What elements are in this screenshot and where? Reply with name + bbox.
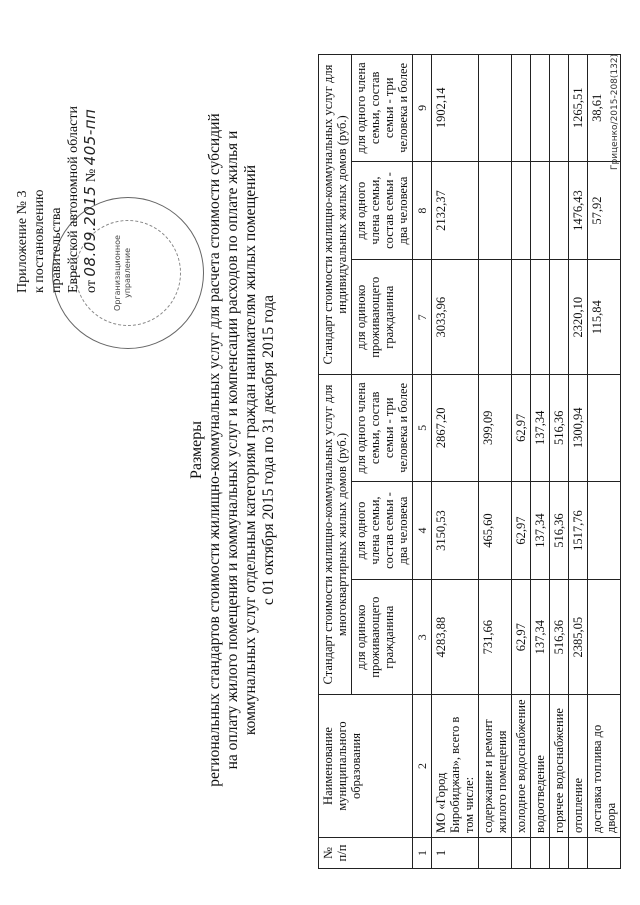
number-prefix: №	[84, 168, 99, 183]
table-row	[569, 55, 588, 869]
title-line-1: региональных стандартов стоимости жилищно-коммунальных услуг для расчета стоимости субсидий	[206, 113, 223, 787]
seal-text: Организационное управление	[113, 235, 132, 311]
footer-code: Гриценко/2015-208(132)	[610, 53, 620, 170]
row-value	[531, 260, 550, 375]
row-value: 516,36	[550, 481, 569, 580]
row-value	[479, 260, 512, 375]
appendix-number: Приложение № 3	[15, 190, 30, 293]
row-value	[550, 55, 569, 162]
row-value: 2320,10	[569, 260, 588, 375]
table-row	[512, 55, 531, 869]
row-value: 731,66	[479, 580, 512, 695]
table-header-row	[319, 55, 352, 869]
row-value: 465,60	[479, 481, 512, 580]
subheader-two: для одного члена семьи, состав семьи - два человека	[352, 481, 413, 580]
number-value: 405-пп	[81, 108, 99, 166]
row-value: 137,34	[531, 375, 550, 482]
row-value: 3033,96	[432, 260, 479, 375]
column-index: 8	[413, 161, 432, 260]
column-index: 7	[413, 260, 432, 375]
header-num: № п/п	[319, 838, 413, 869]
appendix-region: Еврейской автономной области	[66, 106, 81, 293]
row-name: отопление	[569, 695, 588, 838]
row-name: горячее водоснабжение	[550, 695, 569, 838]
table-row	[550, 55, 569, 869]
row-value	[588, 481, 621, 580]
row-name: МО «Город Биробиджан», всего в том числе:	[432, 695, 479, 838]
row-value: 38,61	[588, 55, 621, 162]
appendix-authority: правительства	[49, 207, 64, 293]
row-num	[531, 838, 550, 869]
row-name: доставка топлива до двора	[588, 695, 621, 838]
row-value: 2132,37	[432, 161, 479, 260]
row-value: 516,36	[550, 375, 569, 482]
row-value: 4283,88	[432, 580, 479, 695]
title-line-4: с 01 октября 2015 года по 31 декабря 2015 года	[260, 294, 277, 606]
row-value	[531, 55, 550, 162]
row-value: 2867,20	[432, 375, 479, 482]
row-value: 3150,53	[432, 481, 479, 580]
column-index: 3	[413, 580, 432, 695]
row-name: холодное водоснабжение	[512, 695, 531, 838]
row-value	[550, 161, 569, 260]
row-value	[588, 580, 621, 695]
row-value: 137,34	[531, 580, 550, 695]
column-index: 1	[413, 838, 432, 869]
subheader-single: для одиноко проживающего гражданина	[352, 580, 413, 695]
date-value: 08.09.2015	[81, 185, 99, 277]
column-index: 9	[413, 55, 432, 162]
column-index: 2	[413, 695, 432, 838]
row-value	[479, 161, 512, 260]
subheader-three: для одного члена семьи, состав семьи - три человека и более	[352, 55, 413, 162]
row-num	[479, 838, 512, 869]
row-value: 399,09	[479, 375, 512, 482]
row-value	[588, 375, 621, 482]
row-name: водоотведение	[531, 695, 550, 838]
column-index-row	[413, 55, 432, 869]
row-value: 516,36	[550, 580, 569, 695]
row-value: 115,84	[588, 260, 621, 375]
row-name: содержание и ремонт жилого помещения	[479, 695, 512, 838]
row-value: 137,34	[531, 481, 550, 580]
row-value: 1265,51	[569, 55, 588, 162]
appendix-block	[14, 43, 100, 293]
row-value	[550, 260, 569, 375]
table-row	[479, 55, 512, 869]
document-title	[188, 55, 278, 845]
column-index: 5	[413, 375, 432, 482]
column-index: 4	[413, 481, 432, 580]
row-num	[550, 838, 569, 869]
subheader-single: для одиноко проживающего гражданина	[352, 260, 413, 375]
table-row	[531, 55, 550, 869]
table-row	[432, 55, 479, 869]
row-value: 62,97	[512, 580, 531, 695]
row-value	[479, 55, 512, 162]
row-num	[588, 838, 621, 869]
header-house-group: Стандарт стоимости жилищно-коммунальных услуг для индивидуальных жилых домов (руб.)	[319, 55, 352, 375]
row-value: 1300,94	[569, 375, 588, 482]
appendix-ref: к постановлению	[32, 189, 47, 293]
row-value: 62,97	[512, 481, 531, 580]
date-prefix: от	[84, 280, 99, 293]
row-num	[569, 838, 588, 869]
row-num	[512, 838, 531, 869]
row-value	[512, 161, 531, 260]
title-line-2: на оплату жилого помещения и коммунальных услуг и компенсации расходов по оплате жилья и	[224, 130, 241, 770]
row-value: 1902,14	[432, 55, 479, 162]
subheader-two: для одного члена семьи, состав семьи - два человека	[352, 161, 413, 260]
row-value: 2385,05	[569, 580, 588, 695]
row-value: 57,92	[588, 161, 621, 260]
title-line-3: коммунальных услуг отдельным категориям граждан нанимателям жилых помещений	[242, 164, 259, 736]
title-heading: Размеры	[188, 420, 205, 480]
header-name: Наименование муниципального образования	[319, 695, 413, 838]
row-value: 62,97	[512, 375, 531, 482]
row-value	[512, 55, 531, 162]
row-value	[512, 260, 531, 375]
header-apartment-group: Стандарт стоимости жилищно-коммунальных услуг для многоквартирных жилых домов (руб.)	[319, 375, 352, 695]
standards-table	[318, 54, 621, 869]
row-num: 1	[432, 838, 479, 869]
row-value: 1476,43	[569, 161, 588, 260]
subheader-three: для одного члена семьи, состав семьи - три человека и более	[352, 375, 413, 482]
appendix-date-line	[82, 43, 100, 293]
row-value	[531, 161, 550, 260]
table-row	[588, 55, 621, 869]
row-value: 1517,76	[569, 481, 588, 580]
